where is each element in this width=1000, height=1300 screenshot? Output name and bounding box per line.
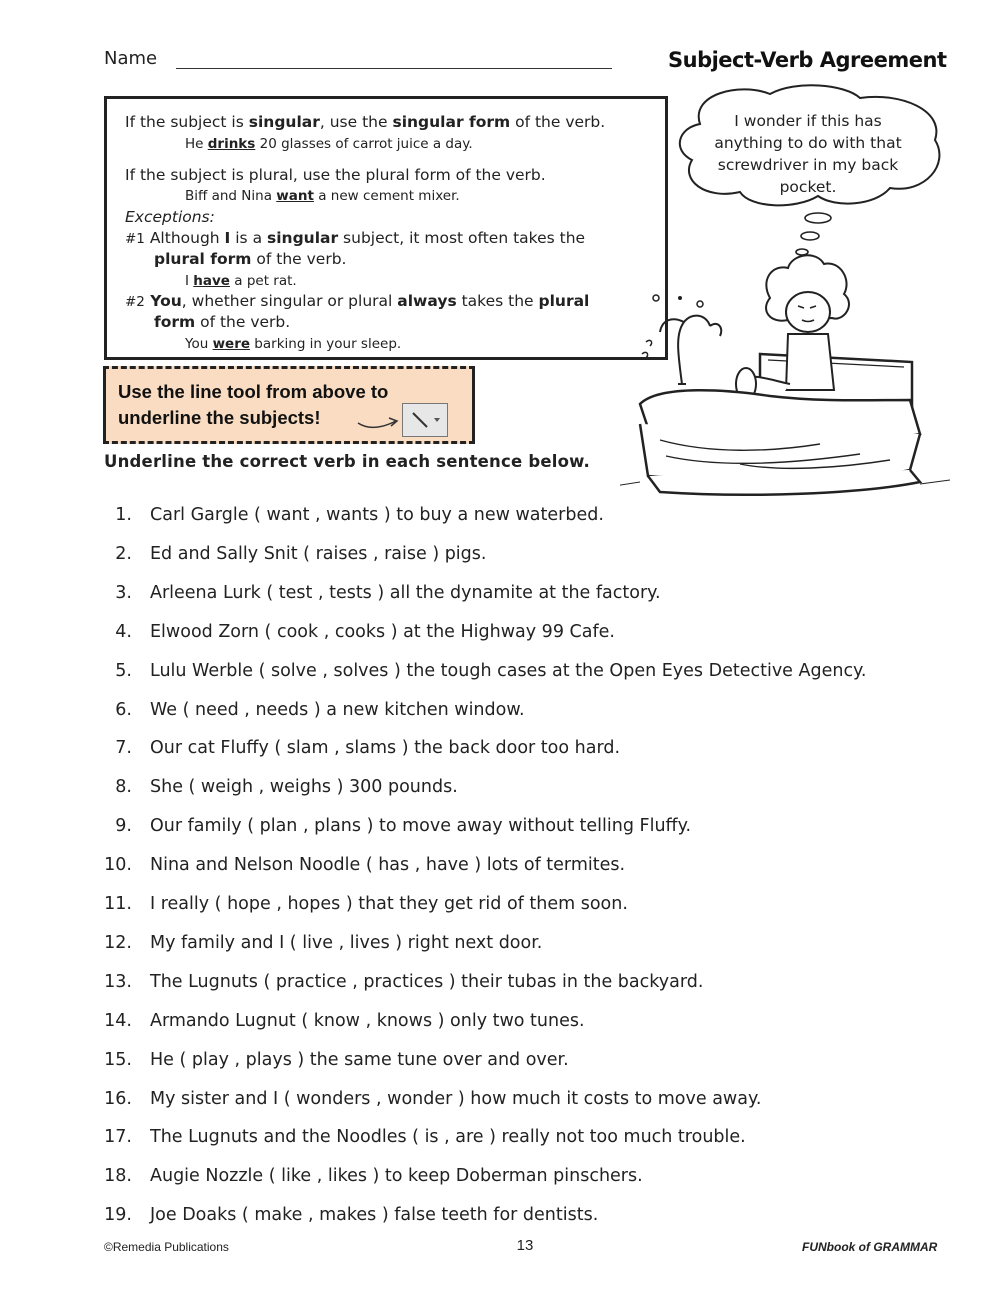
sentence-text bbox=[150, 816, 691, 836]
verb-option-1[interactable]: live bbox=[302, 932, 334, 953]
sentence-number: 16. bbox=[104, 1088, 132, 1109]
verb-option-2[interactable]: plays bbox=[245, 1049, 292, 1070]
sentence-rest: ) how much it costs to move away. bbox=[452, 1088, 762, 1109]
verb-option-1[interactable]: plan bbox=[259, 816, 298, 837]
footer-publisher: ©Remedia Publications bbox=[104, 1240, 229, 1254]
sentence-number: 4. bbox=[115, 621, 132, 642]
verb-option-1[interactable]: slam bbox=[286, 738, 329, 759]
sentence-text bbox=[150, 972, 703, 992]
verb-option-2[interactable]: raise bbox=[384, 543, 427, 564]
verb-option-1[interactable]: want bbox=[266, 505, 310, 525]
sentence-number: 1. bbox=[115, 505, 132, 525]
verb-option-2[interactable]: makes bbox=[319, 1205, 377, 1226]
verb-separator: , bbox=[367, 543, 385, 564]
verb-separator: , bbox=[228, 1049, 246, 1070]
sentence-text bbox=[150, 505, 604, 525]
exception-1: #1 Although I is a singular subject, it most often takes the bbox=[125, 229, 586, 247]
sentence-text bbox=[150, 855, 625, 875]
sentence-subject-part[interactable]: The Lugnuts and the Noodles ( bbox=[150, 1127, 425, 1148]
line-tool-icon bbox=[403, 404, 447, 436]
sentence-number: 18. bbox=[104, 1166, 132, 1187]
sentence-subject-part[interactable]: Armando Lugnut ( bbox=[150, 1010, 314, 1031]
tip-text: Use the line tool from above to underline the subjects! bbox=[118, 381, 389, 428]
sentence-rest: ) right next door. bbox=[389, 932, 543, 953]
verb-option-2[interactable]: wonder bbox=[387, 1088, 453, 1109]
footer-book-title: FUNbook of GRAMMAR bbox=[802, 1240, 938, 1254]
page-number: 13 bbox=[516, 1237, 534, 1254]
sentence-number: 8. bbox=[115, 777, 132, 798]
verb-separator: , bbox=[409, 855, 426, 876]
verb-separator: , bbox=[253, 777, 270, 798]
verb-option-1[interactable]: wonders bbox=[296, 1088, 371, 1109]
verb-separator: , bbox=[270, 894, 288, 914]
sentence-subject-part[interactable]: Carl Gargle ( bbox=[150, 505, 267, 525]
sentence-subject-part[interactable]: Nina and Nelson Noodle ( bbox=[150, 855, 379, 876]
verb-option-2[interactable]: knows bbox=[376, 1010, 433, 1031]
exception-1-cont: plural form of the verb. bbox=[154, 250, 347, 268]
sentence-rest: ) pigs. bbox=[426, 543, 487, 564]
verb-option-2[interactable]: likes bbox=[327, 1166, 367, 1187]
sentence-text bbox=[150, 661, 866, 681]
example-plural: Biff and Nina want a new cement mixer. bbox=[185, 188, 460, 204]
name-label: Name bbox=[104, 48, 158, 69]
sentence-text bbox=[150, 544, 486, 564]
sentence-subject-part[interactable]: Ed and Sally Snit ( bbox=[150, 543, 316, 564]
curved-arrow-icon bbox=[356, 413, 402, 431]
sentence-rest: ) lots of termites. bbox=[468, 855, 626, 876]
sentence-rest: ) to buy a new waterbed. bbox=[378, 505, 604, 525]
tip-box bbox=[103, 366, 475, 444]
sentence-subject-part[interactable]: The Lugnuts ( bbox=[150, 971, 276, 992]
sentence-rest: ) to keep Doberman pinschers. bbox=[366, 1166, 643, 1187]
line-tool-button[interactable] bbox=[402, 403, 448, 437]
verb-separator: , bbox=[333, 932, 350, 953]
sentence-rest: ) to move away without telling Fluffy. bbox=[361, 816, 692, 837]
sentence-rest: ) the same tune over and over. bbox=[291, 1049, 569, 1070]
verb-option-2[interactable]: wants bbox=[326, 505, 379, 525]
exception-2-cont: form of the verb. bbox=[154, 313, 291, 331]
verb-separator: , bbox=[311, 1166, 328, 1187]
sentence-text bbox=[150, 583, 661, 603]
verb-option-2[interactable]: cooks bbox=[334, 621, 386, 642]
sentence-text bbox=[150, 1011, 585, 1031]
verb-separator: , bbox=[312, 582, 330, 603]
sentence-subject-part[interactable]: He ( bbox=[150, 1049, 192, 1070]
verb-option-1[interactable]: practice bbox=[275, 971, 347, 992]
verb-option-1[interactable]: has bbox=[378, 855, 410, 876]
sentence-rest: ) the tough cases at the Open Eyes Detective Agency. bbox=[388, 660, 867, 681]
sentence-text bbox=[150, 700, 525, 720]
exception-2: #2 You, whether singular or plural always takes the plural bbox=[125, 292, 590, 310]
verb-option-1[interactable]: cook bbox=[276, 621, 319, 642]
sentence-subject-part[interactable]: Elwood Zorn ( bbox=[150, 621, 277, 642]
verb-option-2[interactable]: practices bbox=[363, 971, 444, 992]
verb-option-2[interactable]: needs bbox=[255, 699, 309, 720]
sentence-rest: ) only two tunes. bbox=[432, 1010, 585, 1031]
verb-option-2[interactable]: hopes bbox=[287, 894, 341, 914]
verb-option-2[interactable]: tests bbox=[329, 582, 372, 603]
verb-separator: , bbox=[328, 738, 346, 759]
sentence-subject-part[interactable]: Our family ( bbox=[150, 816, 260, 837]
sentence-text bbox=[150, 933, 542, 953]
sentence-number: 15. bbox=[104, 1049, 132, 1070]
sentence-subject-part[interactable]: My sister and I ( bbox=[150, 1088, 297, 1109]
verb-option-2[interactable]: solves bbox=[333, 660, 389, 681]
sentence-subject-part[interactable]: I really ( bbox=[150, 894, 228, 914]
verb-option-1[interactable]: solve bbox=[270, 660, 317, 681]
sentence-rest: ) their tubas in the backyard. bbox=[443, 971, 704, 992]
example-exception-1: I have a pet rat. bbox=[185, 273, 297, 289]
verb-option-2[interactable]: plans bbox=[314, 816, 361, 837]
sentence-number: 12. bbox=[104, 932, 132, 953]
sentence-subject-part[interactable]: She ( bbox=[150, 777, 201, 798]
verb-separator: , bbox=[438, 1127, 456, 1148]
verb-option-1[interactable]: is bbox=[424, 1127, 439, 1148]
sentence-number: 3. bbox=[115, 582, 132, 603]
sentence-number: 10. bbox=[104, 855, 132, 876]
sentence-number: 6. bbox=[115, 699, 132, 720]
thought-bubble-text: I wonder if this has anything to do with that screwdriver in my back pocket. bbox=[714, 112, 902, 196]
verb-separator: , bbox=[346, 971, 364, 992]
verb-separator: , bbox=[309, 505, 327, 525]
sentence-text bbox=[150, 894, 628, 914]
verb-separator: , bbox=[360, 1010, 377, 1031]
verb-separator: , bbox=[238, 699, 256, 720]
verb-option-1[interactable]: play bbox=[191, 1049, 229, 1070]
sentence-number: 5. bbox=[115, 660, 132, 681]
name-input-line[interactable] bbox=[176, 68, 612, 69]
rule-singular: If the subject is singular, use the singular form of the verb. bbox=[125, 113, 606, 131]
sentence-subject-part[interactable]: Joe Doaks ( bbox=[150, 1205, 255, 1226]
sentence-text bbox=[150, 1127, 746, 1147]
verb-separator: , bbox=[316, 660, 334, 681]
verb-option-2[interactable]: have bbox=[425, 855, 469, 876]
page-title: Subject-Verb Agreement bbox=[668, 48, 947, 72]
verb-option-1[interactable]: know bbox=[313, 1010, 360, 1031]
sentence-rest: ) all the dynamite at the factory. bbox=[371, 582, 661, 603]
verb-option-1[interactable]: make bbox=[254, 1205, 303, 1226]
verb-option-1[interactable]: weigh bbox=[200, 777, 254, 798]
rules-box bbox=[104, 96, 668, 360]
verb-separator: , bbox=[297, 816, 315, 837]
sentence-subject-part[interactable]: Our cat Fluffy ( bbox=[150, 738, 287, 759]
verb-option-2[interactable]: are bbox=[455, 1127, 484, 1148]
example-exception-2: You were barking in your sleep. bbox=[185, 336, 402, 352]
sentence-rest: ) at the Highway 99 Cafe. bbox=[385, 621, 615, 642]
verb-option-1[interactable]: hope bbox=[227, 894, 271, 914]
sentence-subject-part[interactable]: Arleena Lurk ( bbox=[150, 582, 279, 603]
sentence-text bbox=[150, 738, 620, 758]
sentence-subject-part[interactable]: My family and I ( bbox=[150, 932, 303, 953]
sentence-rest: ) a new kitchen window. bbox=[308, 699, 525, 720]
verb-option-2[interactable]: weighs bbox=[269, 777, 332, 798]
sentence-rest: ) 300 pounds. bbox=[331, 777, 458, 798]
sentence-number: 13. bbox=[104, 971, 132, 992]
sentence-rest: ) really not too much trouble. bbox=[483, 1127, 746, 1148]
verb-option-1[interactable]: raises bbox=[315, 543, 368, 564]
sentence-number: 19. bbox=[104, 1205, 132, 1226]
exceptions-heading: Exceptions: bbox=[125, 208, 215, 226]
sentence-number: 17. bbox=[104, 1127, 132, 1148]
sentence-number: 11. bbox=[104, 894, 132, 914]
verb-option-1[interactable]: need bbox=[195, 699, 239, 720]
sentence-text bbox=[150, 1166, 643, 1186]
sentence-subject-part[interactable]: Augie Nozzle ( bbox=[150, 1166, 282, 1187]
verb-separator: , bbox=[370, 1088, 388, 1109]
sentence-text bbox=[150, 1089, 761, 1109]
verb-separator: , bbox=[302, 1205, 320, 1226]
sentence-text bbox=[150, 1050, 569, 1070]
rule-plural: If the subject is plural, use the plural form of the verb. bbox=[125, 166, 546, 184]
example-singular: He drinks 20 glasses of carrot juice a day. bbox=[185, 136, 473, 152]
sentence-rest: ) the back door too hard. bbox=[396, 738, 621, 759]
sentence-rest: ) false teeth for dentists. bbox=[376, 1205, 599, 1226]
sentence-text bbox=[150, 1205, 598, 1225]
sentence-text bbox=[150, 777, 458, 797]
sentence-number: 2. bbox=[115, 543, 132, 564]
sentence-number: 7. bbox=[115, 738, 132, 759]
verb-option-1[interactable]: test bbox=[278, 582, 313, 603]
sentence-text bbox=[150, 622, 615, 642]
verb-option-2[interactable]: slams bbox=[345, 738, 397, 759]
sentence-number: 9. bbox=[115, 816, 132, 837]
sentence-rest: ) that they get rid of them soon. bbox=[340, 894, 628, 914]
verb-option-1[interactable]: like bbox=[281, 1166, 312, 1187]
sentence-number: 14. bbox=[104, 1010, 132, 1031]
verb-separator: , bbox=[318, 621, 335, 642]
sentence-subject-part[interactable]: Lulu Werble ( bbox=[150, 660, 271, 681]
instruction-text: Underline the correct verb in each sentence below. bbox=[104, 452, 590, 471]
verb-option-2[interactable]: lives bbox=[349, 932, 390, 953]
sentence-subject-part[interactable]: We ( bbox=[150, 699, 195, 720]
